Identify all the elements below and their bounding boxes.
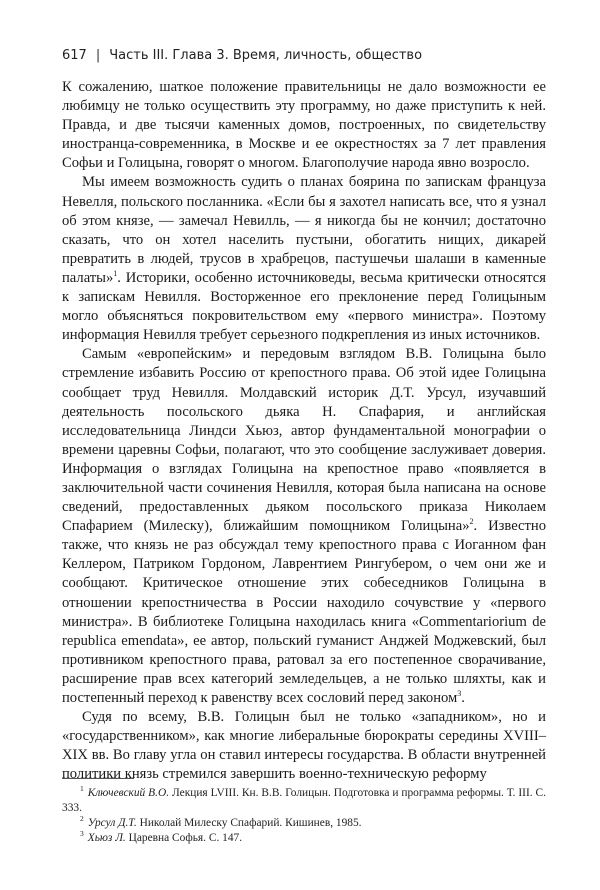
footnotes	[62, 786, 546, 846]
paragraph-3	[62, 345, 546, 708]
running-header	[62, 48, 542, 70]
paragraph-4-text: Судя по всему, В.В. Голицын был не только «западником», но и «государственником», как многие либеральные бюрократы середины XVIII–XIX вв. Во главу угла он ставил интересы государства. В области внутренней политики князь стремился завершить военно-техническую реформу	[62, 709, 546, 783]
paragraph-3-text-b: . Известно также, что князь не раз обсуждал тему крепостного права с Иоганном фан Келлером, Патриком Гордоном, Лаврентием Рингубером, о чем они же и сообщают. Критическое отношение этих собеседников Голицына в отношении крепостничества в России находило сочувствие у «первого министра». В библиотеке Голицына находилась книга «Commentariorium de republica emendata», ее автор, польский гуманист Анджей Моджевский, был противником крепостного права, ратовал за его постепенное сворачивание, расширение прав всех категорий земледельцев, а не только шляхты, как и постепенный переход к равенству всех сословий перед законом	[62, 518, 546, 706]
footnote-divider	[62, 778, 134, 779]
footnote-ref-1[interactable]: 1	[113, 269, 118, 279]
footnote-2	[62, 816, 546, 831]
footnote-1-author: Ключевский В.О.	[87, 787, 170, 799]
footnote-2-text: Николай Милеску Спафарий. Кишинев, 1985.	[136, 817, 362, 829]
footnote-1	[62, 786, 546, 816]
footnote-1-number: 1	[80, 784, 84, 794]
header-separator: |	[95, 48, 101, 63]
footnote-3-text: Царевна Софья. С. 147.	[125, 832, 243, 844]
paragraph-3-text-c: .	[461, 690, 465, 706]
footnote-2-author: Урсул Д.Т.	[87, 817, 137, 829]
footnote-ref-2[interactable]: 2	[469, 517, 474, 527]
main-text	[62, 78, 546, 784]
running-title: Часть III. Глава 3. Время, личность, общество	[109, 48, 423, 63]
paragraph-2-text-b: . Историки, особенно источниковеды, весьма критически относятся к запискам Невилля. Восторженное его преклонение перед Голицыным могло объясняться покровительством ему «первого министра». Поэтому информация Невилля требует серьезного подкрепления из иных источников.	[62, 269, 546, 344]
footnote-3-number: 3	[80, 829, 84, 839]
paragraph-4	[62, 708, 546, 784]
paragraph-2-text-a: Мы имеем возможность судить о планах боярина по запискам француза Невелля, польского посланника. «Если бы я захотел написать все, что я узнал об этом князе, — замечал Невилль, — я никогда бы не кончил; достаточно сказать, что он хотел населить пустыни, обогатить нищих, дикарей превратить в людей, трусов в храбрецов, пастушечьи шалаши в каменные палаты»	[62, 174, 546, 286]
paragraph-1-text: К сожалению, шаткое положение правительницы не дало возможности ее любимцу не только осуществить эту программу, но даже приступить к ней. Правда, и две тысячи каменных домов, построенных, по свидетельству иностранца-современника, в Москве и ее окрестностях за 7 лет правления Софьи и Голицына, говорят о многом. Благополучие народа явно возросло.	[62, 79, 546, 172]
footnote-ref-3[interactable]: 3	[457, 689, 462, 699]
footnote-3	[62, 831, 546, 846]
page-number: 617	[62, 48, 87, 63]
paragraph-3-text-a: Самым «европейским» и передовым взглядом В.В. Голицына было стремление избавить Россию от крепостного права. Об этой идее Голицына сообщает труд Невилля. Молдавский историк Д.Т. Урсул, изучавший деятельность посольского дьяка Н. Спафария, и английская исследовательница Линдси Хьюз, автор фундаментальной монографии о времени царевны Софьи, полагают, что это сообщение заслуживает доверия. Информация о взглядах Голицына на крепостное право «появляется в заключительной части сочинения Невилля, которая была написана на основе сведений, предоставленных дьяком посольского приказа Николаем Спафарием (Милеску), ближайшим помощником Голицына»	[62, 346, 546, 535]
footnote-1-text: Лекция LVIII. Кн. В.В. Голицын. Подготовка и программа реформы. Т. III. С. 333.	[62, 787, 546, 814]
paragraph-2	[62, 173, 546, 345]
footnote-3-author: Хьюз Л.	[87, 832, 126, 844]
footnote-2-number: 2	[80, 814, 84, 824]
paragraph-1	[62, 78, 546, 173]
